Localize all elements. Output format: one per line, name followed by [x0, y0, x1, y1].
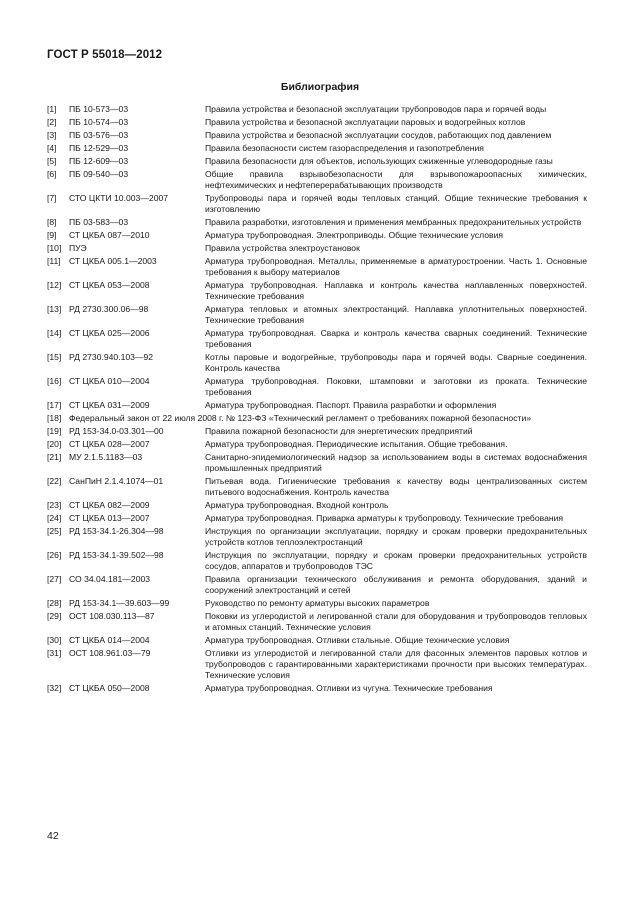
bibliography-entry [47, 243, 587, 254]
entry-document-code: СТ ЦКБА 025—2006 [69, 328, 150, 338]
entry-number: [25] [47, 526, 62, 536]
entry-document-code: ПБ 09-540—03 [69, 169, 129, 179]
page-number: 42 [47, 830, 59, 842]
entry-number: [28] [47, 598, 62, 608]
bibliography-list [47, 104, 587, 696]
bibliography-entry [47, 452, 587, 474]
bibliography-entry [47, 376, 587, 398]
entry-document-code: СанПиН 2.1.4.1074—01 [69, 476, 164, 486]
entry-document-code: СО 34.04.181—2003 [69, 574, 151, 584]
entry-document-code: СТ ЦКБА 014—2004 [69, 635, 150, 645]
entry-number: [15] [47, 352, 62, 362]
bibliography-entry [47, 328, 587, 350]
bibliography-entry [47, 169, 587, 191]
bibliography-entry [47, 500, 587, 511]
entry-document-code: СТ ЦКБА 031—2009 [69, 400, 150, 410]
entry-document-code: СТ ЦКБА 005.1—2003 [69, 256, 157, 266]
entry-number: [8] [47, 217, 57, 227]
bibliography-entry [47, 476, 587, 498]
entry-title: Арматура трубопроводная. Входной контроль [205, 500, 389, 510]
bibliography-entry [47, 117, 587, 128]
bibliography-entry [47, 439, 587, 450]
bibliography-entry [47, 230, 587, 241]
entry-title: Инструкция по организации эксплуатации, порядку и срокам проверки предохранительных устройств котлов теплоэлектростанций [205, 526, 587, 547]
entry-title: Правила организации технического обслуживания и ремонта оборудования, зданий и сооружений электростанций и сетей [205, 574, 587, 595]
bibliography-entry [47, 683, 587, 694]
entry-number: [6] [47, 169, 57, 179]
bibliography-entry [47, 426, 587, 437]
entry-number: [20] [47, 439, 62, 449]
bibliography-entry [47, 156, 587, 167]
entry-document-code: РД 153-34.0-03.301—00 [69, 426, 164, 436]
entry-title: Арматура трубопроводная. Электроприводы. Общие технические условия [205, 230, 504, 240]
entry-number: [4] [47, 143, 57, 153]
entry-title: Арматура трубопроводная. Периодические испытания. Общие требования. [205, 439, 508, 449]
entry-document-code: РД 2730.300.06—98 [69, 304, 149, 314]
entry-number: [1] [47, 104, 57, 114]
entry-title: Арматура трубопроводная. Наплавка и контроль качества наплавленных поверхностей. Технические требования [205, 280, 587, 301]
entry-title: Инструкция по эксплуатации, порядку и срокам проверки предохранительных устройств сосудов, аппаратов и трубопроводов ТЭС [205, 550, 587, 571]
bibliography-entry [47, 217, 587, 228]
entry-document-code: ПБ 12-529—03 [69, 143, 129, 153]
entry-number: [12] [47, 280, 62, 290]
entry-document-code: ПБ 10-574—03 [69, 117, 129, 127]
entry-title: Отливки из углеродистой и легированной стали для фасонных элементов паровых котлов и трубопроводов с гарантированными характеристиками прочности при высоких температурах. Технические условия [205, 648, 587, 680]
entry-number: [17] [47, 400, 62, 410]
entry-document-code: ПБ 10-573—03 [69, 104, 129, 114]
bibliography-entry [47, 635, 587, 646]
bibliography-entry [47, 143, 587, 154]
bibliography-entry [47, 256, 587, 278]
bibliography-entry [47, 648, 587, 681]
bibliography-entry [47, 574, 587, 596]
bibliography-entry [47, 400, 587, 411]
entry-document-code: РД 153-34.1—39.603—99 [69, 598, 170, 608]
entry-document-code: СТ ЦКБА 010—2004 [69, 376, 150, 386]
entry-title: Арматура трубопроводная. Отливки из чугуна. Технические требования [205, 683, 493, 693]
entry-document-code: ОСТ 108.961.03—79 [69, 648, 151, 658]
entry-document-code: РД 153-34.1-39.502—98 [69, 550, 164, 560]
entry-number: [7] [47, 193, 57, 203]
entry-number: [26] [47, 550, 62, 560]
entry-number: [29] [47, 611, 62, 621]
bibliography-entry [47, 304, 587, 326]
entry-number: [10] [47, 243, 62, 253]
entry-number: [27] [47, 574, 62, 584]
bibliography-entry [47, 104, 587, 115]
bibliography-entry [47, 193, 587, 215]
section-title: Библиография [280, 81, 360, 93]
entry-document-code: СТО ЦКТИ 10.003—2007 [69, 193, 169, 203]
entry-document-code: СТ ЦКБА 013—2007 [69, 513, 150, 523]
entry-number: [5] [47, 156, 57, 166]
entry-document-code: СТ ЦКБА 053—2008 [69, 280, 150, 290]
entry-title: Котлы паровые и водогрейные, трубопроводы пара и горячей воды. Сварные соединения. Контроль качества [205, 352, 587, 373]
entry-title: Правила устройства и безопасной эксплуатации трубопроводов пара и горячей воды [205, 104, 547, 114]
bibliography-entry [47, 598, 587, 609]
entry-document-code: МУ 2.1.5.1183—03 [69, 452, 143, 462]
entry-title: Арматура трубопроводная. Приварка арматуры к трубопроводу. Технические требования [205, 513, 564, 523]
bibliography-entry [47, 526, 587, 548]
entry-title: Руководство по ремонту арматуры высоких параметров [205, 598, 430, 608]
entry-number: [32] [47, 683, 62, 693]
bibliography-entry [47, 513, 587, 524]
entry-document-code: СТ ЦКБА 028—2007 [69, 439, 150, 449]
entry-title: Правила безопасности для объектов, использующих сжиженные углеводородные газы [205, 156, 553, 166]
entry-document-code: РД 2730.940.103—92 [69, 352, 154, 362]
entry-title: Арматура трубопроводная. Паспорт. Правила разработки и оформления [205, 400, 497, 410]
entry-number: [3] [47, 130, 57, 140]
bibliography-entry [47, 130, 587, 141]
entry-title: Правила устройства и безопасной эксплуатации сосудов, работающих под давлением [205, 130, 552, 140]
entry-title: Правила устройства электроустановок [205, 243, 360, 253]
entry-document-code: СТ ЦКБА 082—2009 [69, 500, 150, 510]
document-code: ГОСТ Р 55018—2012 [47, 49, 163, 61]
entry-document-code: ОСТ 108.030.113—87 [69, 611, 155, 621]
entry-number: [22] [47, 476, 62, 486]
entry-title: Общие правила взрывобезопасности для взрывопожароопасных химических, нефтехимических и нефтеперерабатывающих производств [205, 169, 587, 190]
entry-number: [23] [47, 500, 62, 510]
entry-title: Федеральный закон от 22 июля 2008 г. № 123-ФЗ «Технический регламент о требованиях пожарной безопасности» [69, 413, 532, 423]
entry-title: Санитарно-эпидемиологический надзор за использованием воды в системах водоснабжения промышленных предприятий [205, 452, 587, 473]
entry-document-code: СТ ЦКБА 050—2008 [69, 683, 150, 693]
entry-number: [30] [47, 635, 62, 645]
entry-document-code: ПБ 12-609—03 [69, 156, 129, 166]
entry-title: Поковки из углеродистой и легированной стали для оборудования и трубопроводов тепловых и атомных станций. Технические условия [205, 611, 587, 632]
entry-title: Арматура тепловых и атомных электростанций. Наплавка уплотнительных поверхностей. Технические требования [205, 304, 587, 325]
bibliography-entry [47, 352, 587, 374]
entry-document-code: СТ ЦКБА 087—2010 [69, 230, 150, 240]
entry-title: Правила устройства и безопасной эксплуатации паровых и водогрейных котлов [205, 117, 526, 127]
entry-number: [18] [47, 413, 62, 423]
entry-number: [2] [47, 117, 57, 127]
entry-number: [9] [47, 230, 57, 240]
entry-number: [31] [47, 648, 62, 658]
entry-title: Правила пожарной безопасности для энергетических предприятий [205, 426, 473, 436]
bibliography-entry [47, 413, 587, 424]
entry-title: Трубопроводы пара и горячей воды тепловых станций. Общие технические требования к изготовлению [205, 193, 587, 214]
entry-title: Арматура трубопроводная. Сварка и контроль качества сварных соединений. Технические требования [205, 328, 587, 349]
entry-number: [13] [47, 304, 62, 314]
bibliography-entry [47, 611, 587, 633]
entry-number: [14] [47, 328, 62, 338]
entry-document-code: ПБ 03-576—03 [69, 130, 129, 140]
bibliography-entry [47, 280, 587, 302]
entry-number: [24] [47, 513, 62, 523]
entry-document-code: ПУЭ [69, 243, 87, 253]
entry-number: [16] [47, 376, 62, 386]
entry-document-code: РД 153-34.1-26.304—98 [69, 526, 164, 536]
entry-title: Правила безопасности систем газораспределения и газопотребления [205, 143, 484, 153]
entry-title: Правила разработки, изготовления и применения мембранных предохранительных устройств [205, 217, 582, 227]
entry-number: [11] [47, 256, 61, 266]
entry-title: Питьевая вода. Гигиенические требования к качеству воды централизованных систем питьевого водоснабжения. Контроль качества [205, 476, 587, 497]
entry-number: [21] [47, 452, 62, 462]
entry-title: Арматура трубопроводная. Металлы, применяемые в арматуростроении. Часть 1. Основные требования к выбору материалов [205, 256, 587, 277]
entry-document-code: ПБ 03-583—03 [69, 217, 129, 227]
entry-title: Арматура трубопроводная. Поковки, штамповки и заготовки из проката. Технические требования [205, 376, 587, 397]
entry-title: Арматура трубопроводная. Отливки стальные. Общие технические условия [205, 635, 510, 645]
entry-number: [19] [47, 426, 62, 436]
bibliography-entry [47, 550, 587, 572]
